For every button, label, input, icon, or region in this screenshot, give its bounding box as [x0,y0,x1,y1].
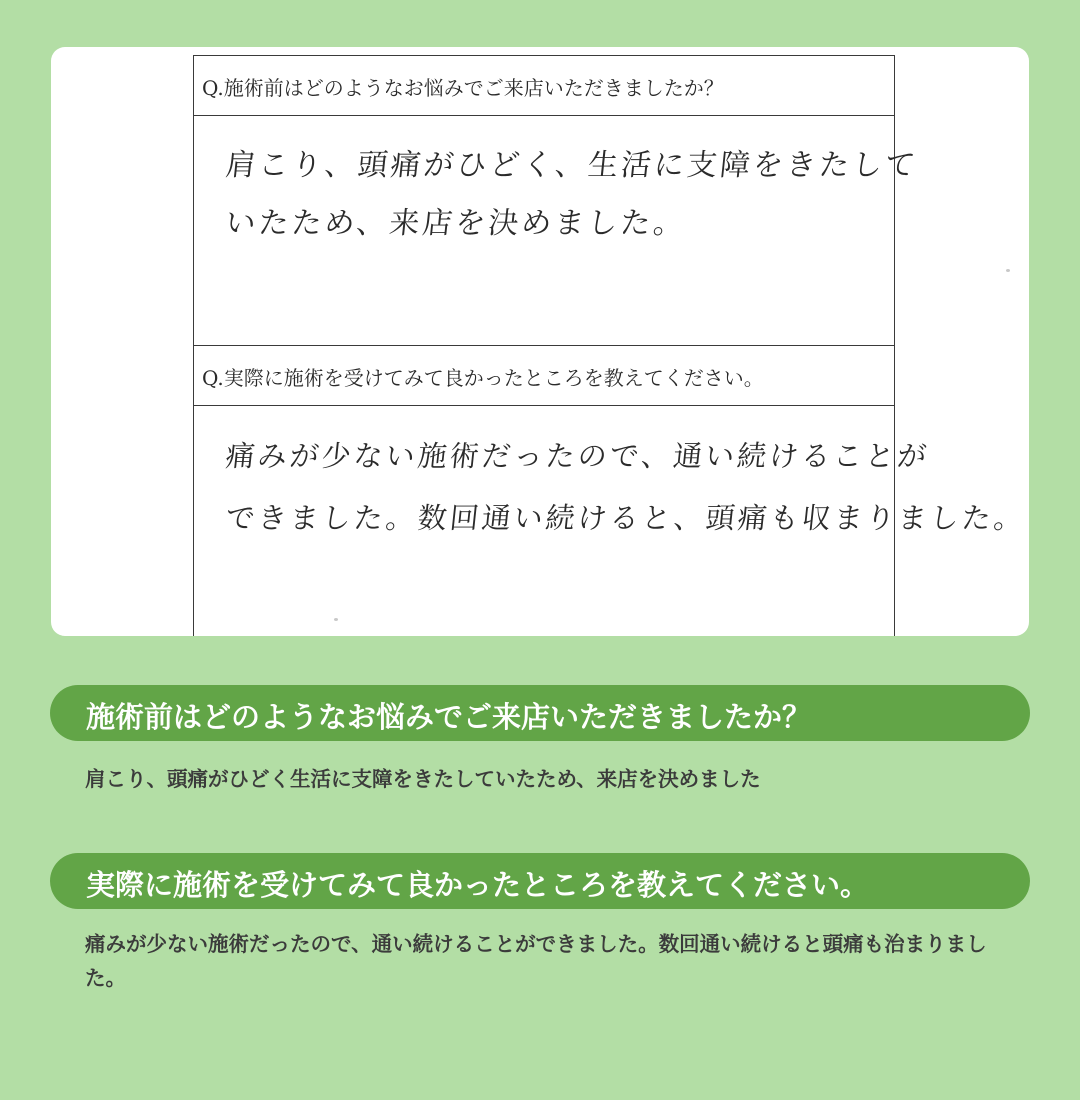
handwritten-line: 痛みが少ない施術だったので、通い続けることが [224,439,932,473]
handwritten-line: 肩こり、頭痛がひどく、生活に支障をきたして [223,148,920,183]
scan-answer-1 [194,116,920,345]
handwritten-line: できました。数回通い続けると、頭痛も収まりました。 [224,501,1028,535]
scan-speck [334,618,338,621]
handwritten-line: いたため、来店を決めました。 [223,206,689,241]
questionnaire-form [193,55,1028,636]
answer-text-2: 痛みが少ない施術だったので、通い続けることができました。数回通い続けると頭痛も治まりました。 [85,932,987,990]
scan-speck [1006,269,1010,272]
scan-question-2: Q.実際に施術を受けてみて良かったところを教えてください。 [194,345,894,406]
scan-answer-2 [194,406,1028,636]
question-heading-2: 実際に施術を受けてみて良かったところを教えてください。 [50,853,1030,909]
question-heading-1: 施術前はどのようなお悩みでご来店いただきましたか？ [50,685,1030,741]
questionnaire-scan [51,47,1029,636]
answer-text-1: 肩こり、頭痛がひどく生活に支障をきたしていたため、来店を決めました [85,767,761,791]
scan-question-1: Q.施術前はどのようなお悩みでご来店いただきましたか？ [194,56,894,116]
